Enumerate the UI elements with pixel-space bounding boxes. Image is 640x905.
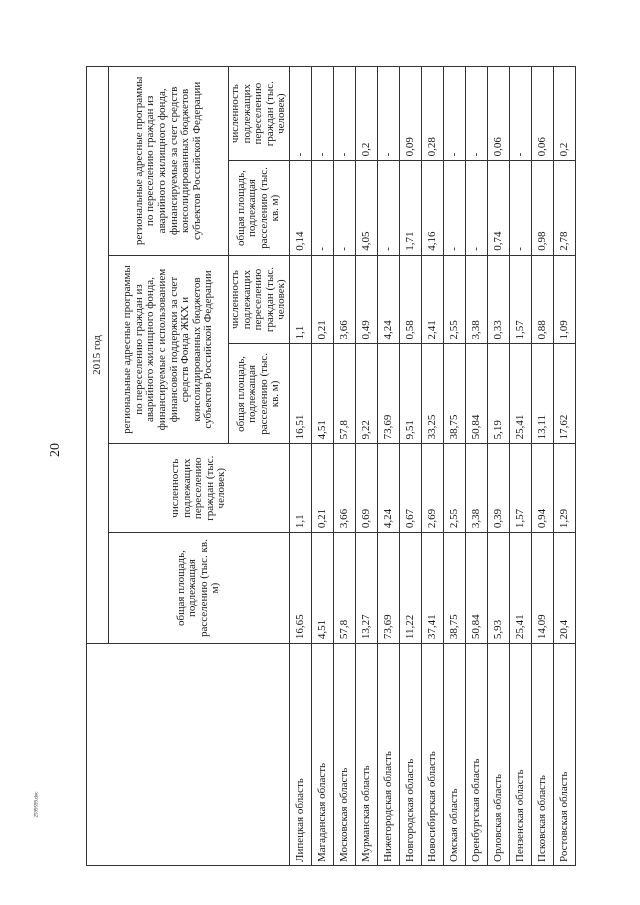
table-cell: 16,65 <box>289 533 311 644</box>
table-cell: 0,28 <box>421 67 443 161</box>
table-row <box>311 67 333 866</box>
table-cell: 1,09 <box>553 255 575 344</box>
region-name: Новосибирская область <box>421 644 443 866</box>
table-cell: 0,67 <box>399 444 421 533</box>
table-cell: 3,66 <box>333 444 355 533</box>
table-cell: - <box>311 67 333 161</box>
table-cell: 2,69 <box>421 444 443 533</box>
header-program-fund: региональные адресные программы по переселению граждан из аварийного жилищного фонда, финансируемые с использованием финансовой поддержки за счет средств Фонда ЖКХ и консолидированных бюджетов субъектов Российской Федерации <box>109 255 229 444</box>
table-cell: 0,21 <box>311 255 333 344</box>
table-cell: 9,51 <box>399 344 421 444</box>
table-cell: 0,98 <box>531 161 553 255</box>
table-header <box>87 67 290 866</box>
table-cell: - <box>333 67 355 161</box>
table-cell: - <box>333 161 355 255</box>
table-cell: - <box>377 161 399 255</box>
table-cell: - <box>377 67 399 161</box>
table-cell: 33,25 <box>421 344 443 444</box>
table-cell: - <box>465 161 487 255</box>
table-cell: - <box>465 67 487 161</box>
region-name: Пензенская область <box>509 644 531 866</box>
region-name: Московская область <box>333 644 355 866</box>
region-name: Оренбургская область <box>465 644 487 866</box>
table-cell: 14,09 <box>531 533 553 644</box>
table-cell: 1,1 <box>289 255 311 344</box>
table-cell: 5,93 <box>487 533 509 644</box>
table-cell: 4,24 <box>377 444 399 533</box>
table-cell: 0,2 <box>355 67 377 161</box>
table-row <box>443 67 465 866</box>
header-blank <box>87 644 290 866</box>
table-cell: 0,33 <box>487 255 509 344</box>
table-cell: - <box>509 161 531 255</box>
year-header: 2015 год <box>87 67 109 644</box>
region-name: Мурманская область <box>355 644 377 866</box>
table-cell: - <box>443 161 465 255</box>
table-cell: 73,69 <box>377 344 399 444</box>
table-cell: 0,21 <box>311 444 333 533</box>
table-cell: 25,41 <box>509 533 531 644</box>
table-cell: 0,06 <box>487 67 509 161</box>
region-name: Ростовская область <box>553 644 575 866</box>
table-cell: 0,69 <box>355 444 377 533</box>
subheader-area: общая площадь, подлежащая расселению (тыс. кв. м) <box>229 344 290 444</box>
table-cell: 0,88 <box>531 255 553 344</box>
table-cell: 11,22 <box>399 533 421 644</box>
table-row <box>333 67 355 866</box>
table-cell: 1,57 <box>509 444 531 533</box>
table-cell: 0,09 <box>399 67 421 161</box>
table-row <box>355 67 377 866</box>
table-cell: 13,27 <box>355 533 377 644</box>
subheader-people: численность подлежащих переселению граждан (тыс. человек) <box>229 255 290 344</box>
table-cell: 2,78 <box>553 161 575 255</box>
table-cell: 50,84 <box>465 533 487 644</box>
table-cell: 20,4 <box>553 533 575 644</box>
table-cell: 1,57 <box>509 255 531 344</box>
table-cell: 1,1 <box>289 444 311 533</box>
region-name: Орловская область <box>487 644 509 866</box>
table-cell: 4,51 <box>311 344 333 444</box>
table-cell: 17,62 <box>553 344 575 444</box>
table-cell: 3,38 <box>465 255 487 344</box>
table-cell: - <box>509 67 531 161</box>
document-footer-code: 2599599.doc <box>34 791 40 818</box>
table-cell: 1,29 <box>553 444 575 533</box>
table-row <box>531 67 553 866</box>
subheader-people: численность подлежащих переселению граждан (тыс. человек) <box>229 67 290 161</box>
table-cell: 4,51 <box>311 533 333 644</box>
table-cell: 3,38 <box>465 444 487 533</box>
table-row <box>509 67 531 866</box>
table-row <box>421 67 443 866</box>
table-cell: 38,75 <box>443 344 465 444</box>
table-cell: - <box>311 161 333 255</box>
table-row <box>553 67 575 866</box>
region-name: Псковская область <box>531 644 553 866</box>
table-cell: 4,16 <box>421 161 443 255</box>
table-cell: 0,06 <box>531 67 553 161</box>
table-cell: 4,24 <box>377 255 399 344</box>
data-table <box>86 66 576 866</box>
table-cell: 2,55 <box>443 255 465 344</box>
region-name: Липецкая область <box>289 644 311 866</box>
rotated-table-container <box>86 66 576 866</box>
region-name: Новгородская область <box>399 644 421 866</box>
table-cell: 4,05 <box>355 161 377 255</box>
table-cell: 2,41 <box>421 255 443 344</box>
table-cell: 37,41 <box>421 533 443 644</box>
table-cell: 2,55 <box>443 444 465 533</box>
table-cell: 25,41 <box>509 344 531 444</box>
table-cell: 73,69 <box>377 533 399 644</box>
table-cell: 3,66 <box>333 255 355 344</box>
header-total-people: численность подлежащих переселению граждан (тыс. человек) <box>109 444 290 533</box>
region-name: Омская область <box>443 644 465 866</box>
table-row <box>465 67 487 866</box>
table-cell: 0,94 <box>531 444 553 533</box>
table-cell: 5,19 <box>487 344 509 444</box>
table-cell: - <box>443 67 465 161</box>
table-cell: 1,71 <box>399 161 421 255</box>
table-cell: 57,8 <box>333 344 355 444</box>
header-program-budget: региональные адресные программы по переселению граждан из аварийного жилищного фонда, финансируемые за счет средств консолидированных бюджетов субъектов Российской Федерации <box>109 67 229 256</box>
table-row <box>377 67 399 866</box>
table-cell: 0,49 <box>355 255 377 344</box>
table-cell: 0,39 <box>487 444 509 533</box>
table-cell: 13,11 <box>531 344 553 444</box>
subheader-area: общая площадь, подлежащая расселению (тыс. кв. м) <box>229 161 290 255</box>
page-number: 20 <box>48 443 63 457</box>
table-body <box>289 67 575 866</box>
table-cell: 0,14 <box>289 161 311 255</box>
table-cell: 0,58 <box>399 255 421 344</box>
table-cell: 0,2 <box>553 67 575 161</box>
table-cell: 50,84 <box>465 344 487 444</box>
header-total-area: общая площадь, подлежащая расселению (тыс. кв. м) <box>109 533 290 644</box>
table-cell: 9,22 <box>355 344 377 444</box>
table-row <box>399 67 421 866</box>
table-cell: 38,75 <box>443 533 465 644</box>
table-cell: 16,51 <box>289 344 311 444</box>
table-cell: - <box>289 67 311 161</box>
table-row <box>487 67 509 866</box>
region-name: Магаданская область <box>311 644 333 866</box>
region-name: Нижегородская область <box>377 644 399 866</box>
table-row <box>289 67 311 866</box>
table-cell: 0,74 <box>487 161 509 255</box>
table-cell: 57,8 <box>333 533 355 644</box>
